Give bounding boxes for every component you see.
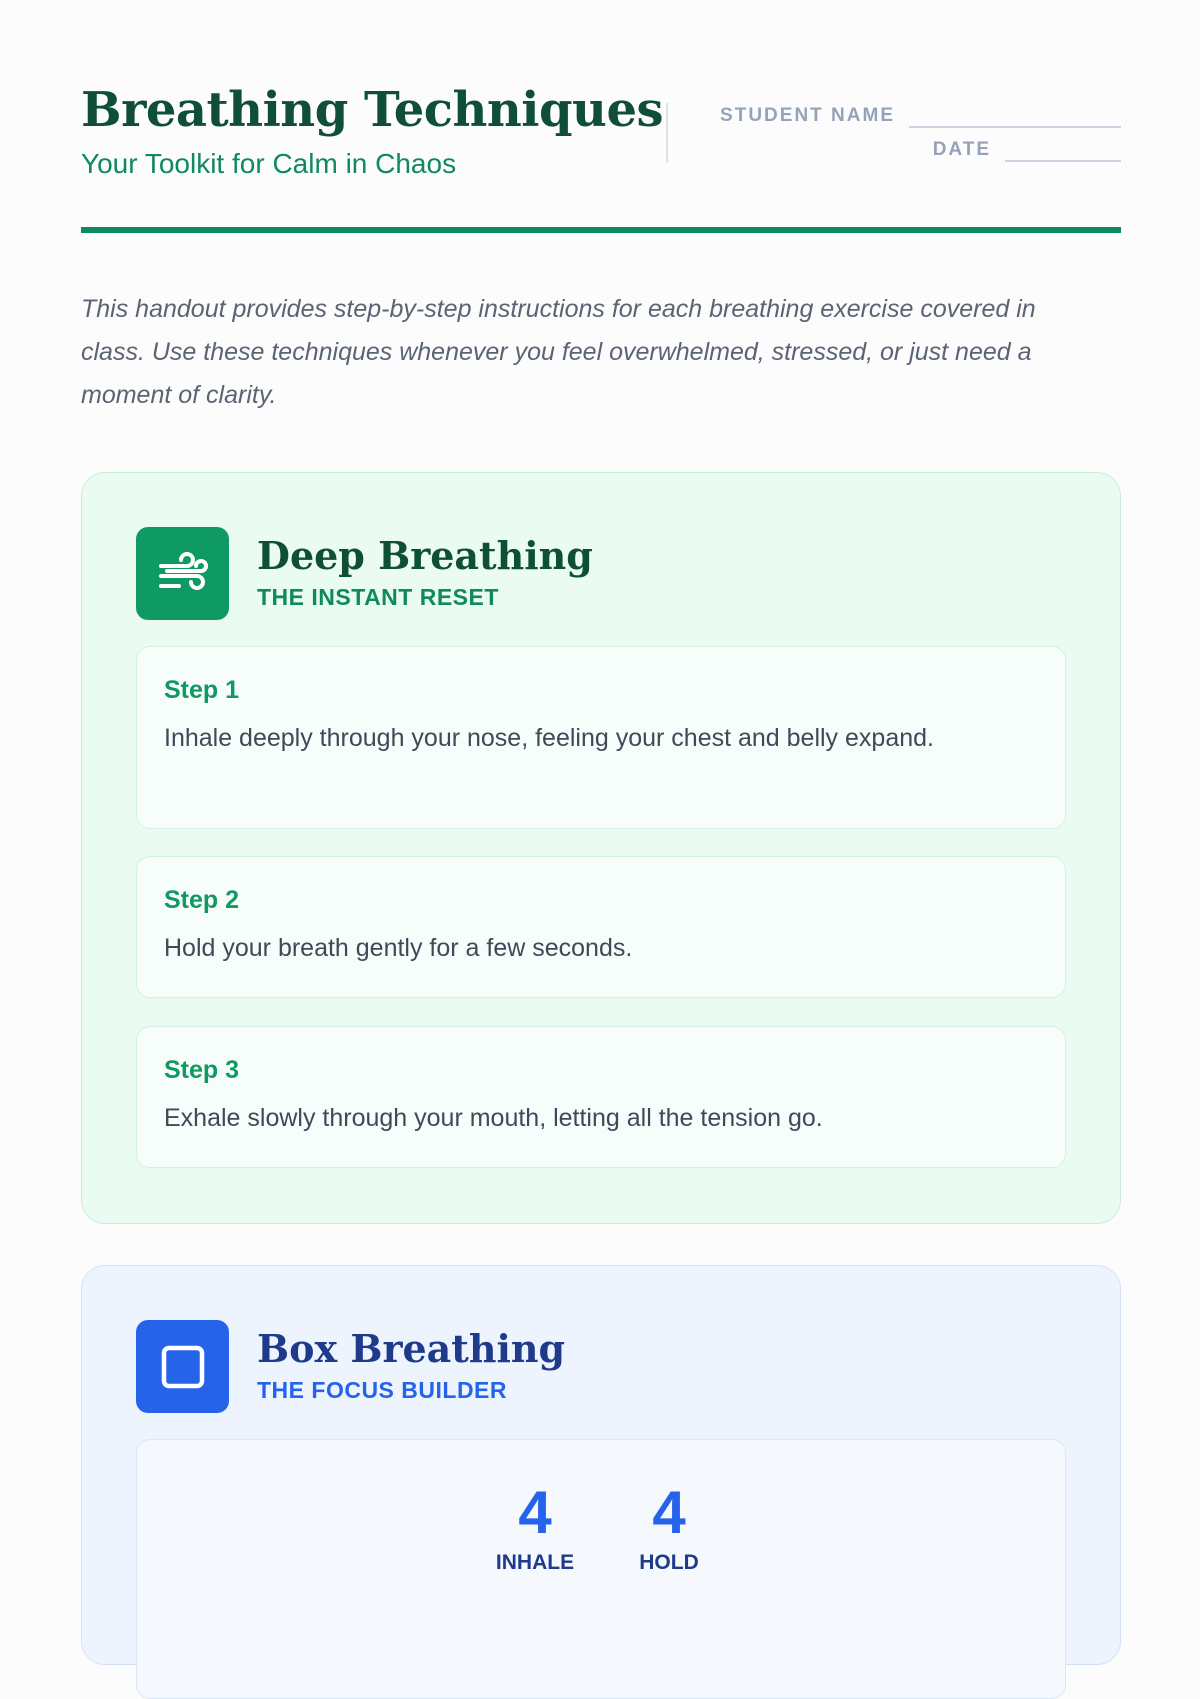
header-rule [81,227,1121,233]
step-text: Exhale slowly through your mouth, letting all the tension go. [164,1104,823,1132]
step-card [136,856,1066,998]
page-title: Breathing Techniques [81,82,664,138]
date-label: DATE [932,139,991,160]
phase-label: INHALE [495,1551,575,1574]
page-subtitle: Your Toolkit for Calm in Chaos [81,148,457,179]
phase-hold [609,1480,729,1576]
student-name-label: STUDENT NAME [720,105,895,126]
technique-card-box-breathing [81,1265,1121,1665]
technique-title: Deep Breathing [257,533,593,578]
step-card [136,1026,1066,1168]
step-label: Step 2 [164,886,240,914]
handout-page [81,0,1121,1574]
step-text: Inhale deeply through your nose, feeling your chest and belly expand. [164,724,934,752]
phase-inhale [475,1480,595,1576]
step-card [136,646,1066,829]
phase-count: 4 [518,1479,552,1546]
technique-tag: THE INSTANT RESET [257,584,499,610]
square-icon [136,1320,229,1413]
box-breathing-phases [136,1439,1066,1699]
student-name-field [720,102,1121,128]
wind-icon [136,527,229,620]
phase-label: HOLD [639,1551,699,1574]
technique-tag: THE FOCUS BUILDER [257,1377,507,1403]
phase-count: 4 [652,1479,686,1546]
technique-title: Box Breathing [257,1326,566,1371]
date-field [933,136,1121,162]
date-line[interactable] [1005,136,1121,162]
handout-header [81,0,1121,235]
student-name-line[interactable] [909,102,1121,128]
intro-text: This handout provides step-by-step instructions for each breathing exercise covered in class. Use these techniques whenever you feel overwhelmed, stressed, or just need a moment of clarity. [81,295,1036,409]
header-divider [666,103,668,163]
step-label: Step 3 [164,1056,240,1084]
technique-card-deep-breathing [81,472,1121,1224]
step-label: Step 1 [164,676,240,704]
step-text: Hold your breath gently for a few seconds. [164,934,633,962]
